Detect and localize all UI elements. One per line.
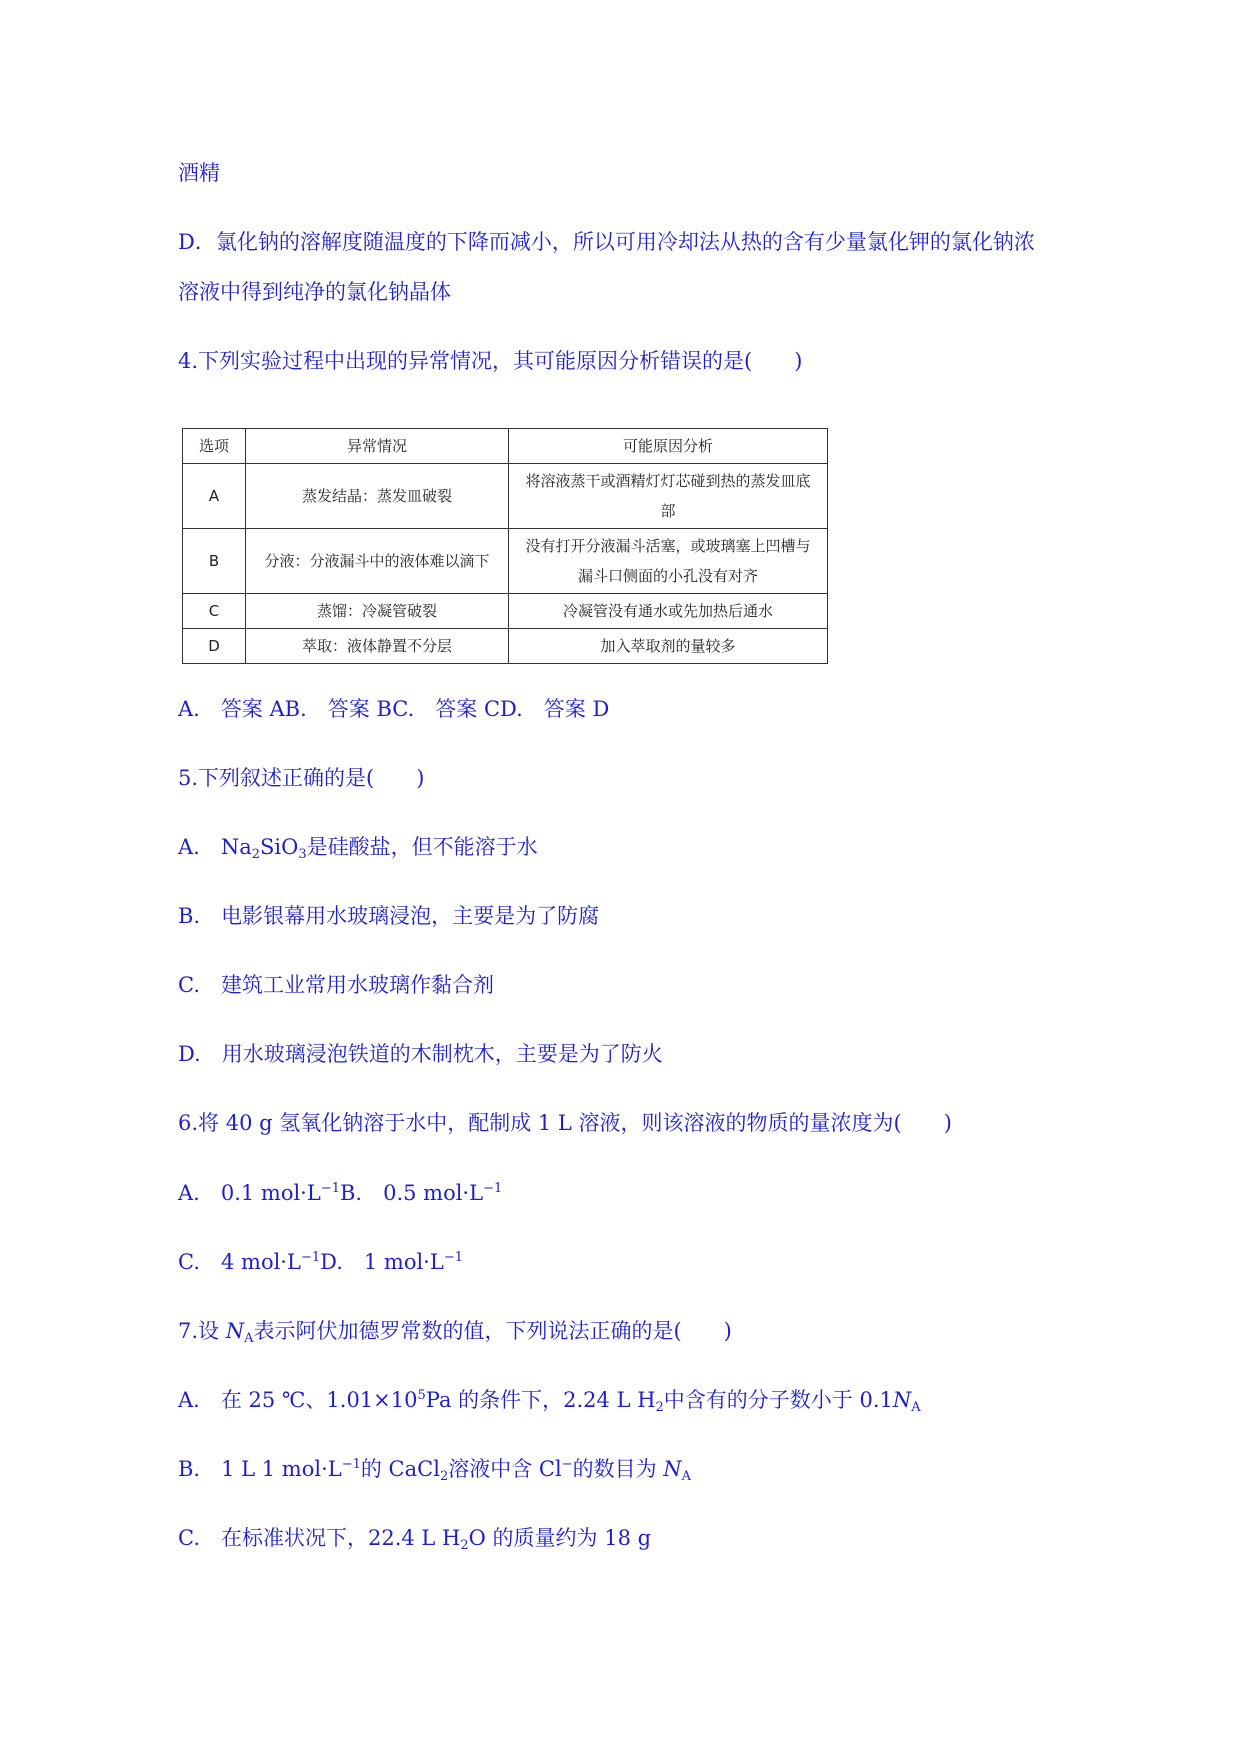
question-7-option-c: C. 在标准状况下，22.4 L $H_2O$ 的质量约为 18 g (178, 1526, 652, 1553)
question-4-options: A. 答案 AB. 答案 BC. 答案 CD. 答案 D (178, 697, 610, 721)
question-5-stem: 5.下列叙述正确的是( ) (178, 766, 425, 790)
table-cell-case: 蒸馏：冷凝管破裂 (246, 594, 509, 629)
table-cell-option: B (183, 529, 246, 594)
table-cell-case: 蒸发结晶：蒸发皿破裂 (246, 464, 509, 529)
table-header-option: 选项 (183, 429, 246, 464)
option-d-text-line2: 溶液中得到纯净的氯化钠晶体 (178, 280, 451, 304)
table-cell-reason: 将溶液蒸干或酒精灯灯芯碰到热的蒸发皿底 部 (509, 464, 828, 529)
table-cell-reason: 冷凝管没有通水或先加热后通水 (509, 594, 828, 629)
table-row (183, 464, 828, 529)
question-5-option-b: B. 电影银幕用水玻璃浸泡，主要是为了防腐 (178, 904, 600, 928)
table-cell-reason: 没有打开分液漏斗活塞，或玻璃塞上凹槽与 漏斗口侧面的小孔没有对齐 (509, 529, 828, 594)
table-row (183, 629, 828, 664)
question-6-options-cd: C. 4 $mol\cdot L^{-1}D$. 1 $mol\cdot L^{-1}$ (178, 1250, 463, 1274)
question-6-options-ab: A. 0.1 $mol\cdot L^{-1}B$. 0.5 $mol\cdot L^{-1}$ (178, 1181, 503, 1205)
question-7-stem: 7.设 $N_A$表示阿伏加德罗常数的值，下列说法正确的是( ) (178, 1319, 732, 1346)
question-5-option-c: C. 建筑工业常用水玻璃作黏合剂 (178, 973, 494, 997)
question-7-option-a: A. 在 25 ℃、$1.01\times 10^5Pa$ 的条件下，2.24 L $H_2$中含有的分子数小于 $0.1N_A$ (178, 1388, 921, 1415)
question-5-option-d: D. 用水玻璃浸泡铁道的木制枕木，主要是为了防火 (178, 1042, 663, 1066)
question-5-option-a: A. $Na_2SiO_3$是硅酸盐，但不能溶于水 (178, 835, 538, 862)
question-7-option-b: B. 1 L 1 $mol\cdot L^{-1}$的 CaCl$_2$溶液中含 Cl−的数目为 $N_A$ (178, 1457, 692, 1484)
table-cell-option: C (183, 594, 246, 629)
table-row (183, 594, 828, 629)
question-4-stem: 4.下列实验过程中出现的异常情况，其可能原因分析错误的是( ) (178, 349, 803, 373)
table-cell-reason: 加入萃取剂的量较多 (509, 629, 828, 664)
table-header-reason: 可能原因分析 (509, 429, 828, 464)
table-row (183, 529, 828, 594)
continued-option-text: 酒精 (178, 161, 220, 185)
question-6-stem: 6.将 40 g 氢氧化钠溶于水中，配制成 1 L 溶液，则该溶液的物质的量浓度为( ) (178, 1111, 952, 1135)
table-cell-case: 萃取：液体静置不分层 (246, 629, 509, 664)
question-4-table (182, 428, 828, 664)
option-d-text-line1: D．氯化钠的溶解度随温度的下降而减小，所以可用冷却法从热的含有少量氯化钾的氯化钠浓 (178, 230, 1035, 254)
table-cell-case: 分液：分液漏斗中的液体难以滴下 (246, 529, 509, 594)
table-cell-option: D (183, 629, 246, 664)
table-header-case: 异常情况 (246, 429, 509, 464)
table-cell-option: A (183, 464, 246, 529)
